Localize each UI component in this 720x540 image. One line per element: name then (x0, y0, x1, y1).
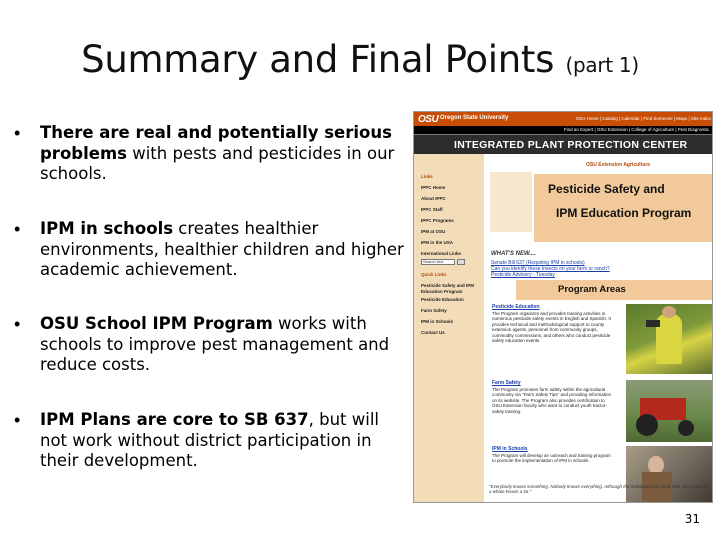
bullet-text: works with schools to improve pest management and reduce costs. (40, 314, 390, 374)
program-title-line2: IPM Education Program (556, 206, 692, 220)
page-number: 31 (684, 512, 700, 526)
slide-title (0, 38, 720, 81)
bullet-bold: There are real and potentially serious problems (40, 123, 392, 163)
news-link: Pesticide Advisory - Tuesday (491, 272, 555, 278)
bullet-text: , but will not work without district participation in their development. (40, 410, 379, 470)
nav-search-input: Search text (421, 259, 455, 265)
site-top-links: OSU Home | Catalog | Calendar | Find Someone | Maps | Site Index (575, 116, 711, 121)
bullet-dot: • (14, 410, 21, 430)
nav-item-ipm-at-osu: IPM at OSU (421, 229, 446, 234)
bullet-bold: IPM Plans are core to SB 637 (40, 410, 309, 429)
program-areas-box (516, 280, 713, 300)
osu-logo: OSU (418, 114, 439, 125)
nav-item-ippc-home: IPPC Home (421, 185, 446, 190)
news-link: Senate Bill 637 (Requiring IPM in schools) (491, 260, 585, 266)
nav-links-heading: Links (421, 174, 433, 179)
nav-item-ippc-programs: IPPC Programs (421, 218, 454, 223)
slide-title-main: Summary and Final Points (81, 38, 555, 81)
bullet-item (14, 123, 406, 185)
nav-quick-ipm-schools: IPM in Schools (421, 319, 454, 324)
site-left-nav (414, 154, 484, 503)
nav-quick-pesticide-safety: Pesticide Safety and IPM Education Program (421, 283, 475, 294)
bullet-dot: • (14, 314, 21, 334)
bullet-dot: • (14, 219, 21, 239)
site-sub-links: Find an Expert | OSU Extension | College of Agriculture | Pest Diagnostic (563, 127, 709, 132)
nav-search-go-button (457, 259, 465, 265)
nav-item-ipm-usa: IPM in the USA (421, 240, 454, 245)
bullet-text: with pests and pesticides in our schools. (40, 143, 395, 183)
program-title-line1: Pesticide Safety and (548, 182, 665, 196)
section-title: IPM in Schools (492, 446, 528, 452)
nav-quick-heading: Quick Links (421, 272, 447, 277)
whats-new-heading: WHAT'S NEW.... (491, 251, 536, 257)
ippc-banner (414, 134, 713, 154)
ippc-banner-title: INTEGRATED PLANT PROTECTION CENTER (454, 139, 688, 151)
section-text: The Program organizes and provides training activities in numerous pesticide safety events in English and Spanish. It provides technical and methodological support to county extension agents, personnel from community groups, commodity commissions, and others who conduct pesticide safety education events. (492, 311, 611, 344)
section-title: Pesticide Education (492, 304, 540, 310)
section-title: Farm Safety (492, 380, 521, 386)
bullet-bold: OSU School IPM Program (40, 314, 273, 333)
bullet-dot: • (14, 123, 21, 143)
nav-item-ippc-staff: IPPC Staff (421, 207, 443, 212)
bug-illustration (490, 172, 532, 232)
program-areas-title: Program Areas (558, 284, 626, 295)
bullet-item (14, 314, 406, 376)
section-text: The Program will develop an outreach and training program to promote the implementation of IPM in schools. (492, 453, 611, 464)
university-name: Oregon State University (440, 115, 509, 121)
nav-item-international: International Links (421, 251, 462, 256)
bullet-item (14, 219, 406, 281)
photo-person-binoculars (626, 304, 713, 374)
nav-quick-contact: Contact Us (421, 330, 445, 335)
extension-label: OSU Extension Agriculture (586, 162, 650, 168)
bullet-bold: IPM in schools (40, 219, 174, 238)
slide-title-sub: (part 1) (565, 53, 639, 77)
photo-tractor (626, 380, 713, 442)
bullet-item (14, 410, 406, 472)
bullet-text: creates healthier environments, healthier children and higher academic achievement. (40, 219, 404, 279)
nav-item-about-ippc: About IPPC (421, 196, 446, 201)
program-title-box (534, 174, 713, 242)
site-header-bar (414, 112, 713, 126)
section-text: The Program promotes farm safety within the agricultural community via "Farm Safety Tips" and providing information on its website. The Program also provides certification to OSU Extension faculty who want to conduct youth tractor-safety training. (492, 387, 611, 414)
website-screenshot (413, 111, 713, 503)
site-quote: "Everybody knows something. Nobody knows everything. Although the individual may know little, the group as a whole knows a lot." (489, 484, 708, 495)
nav-quick-pesticide-education: Pesticide Education (421, 297, 464, 302)
nav-quick-farm-safety: Farm Safety (421, 308, 447, 313)
news-link: Can you identify these Insects on your farm or ranch? (491, 266, 610, 272)
